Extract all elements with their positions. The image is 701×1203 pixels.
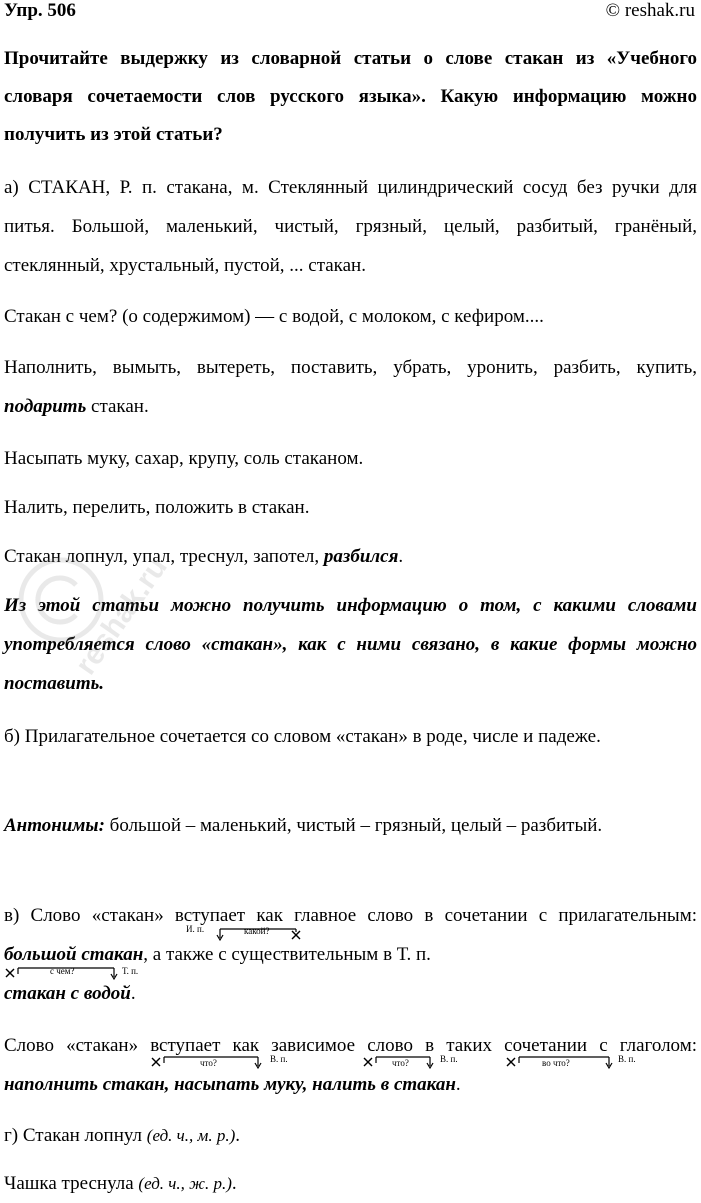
header <box>4 0 695 28</box>
phrase-big-glass: большой стакан <box>4 944 144 965</box>
annotation-question-2: с чем? <box>50 966 75 976</box>
part-g-line1-text: г) Стакан лопнул <box>4 1125 147 1146</box>
part-g-line1-grammar: (ед. ч., м. р.) <box>146 1126 236 1145</box>
annotation-case-1: И. п. <box>186 924 205 934</box>
exercise-number: Упр. 506 <box>4 0 76 21</box>
annotation-question-3: что? <box>200 1058 217 1068</box>
entry-verbs-highlight: подарить <box>4 396 87 417</box>
part-v2-text-a: Слово «стакан» вступает как зависимое слово в таких сочетании с глаголом: <box>4 1035 697 1056</box>
part-v-text-b: , а также с существительным в Т. п. <box>143 944 431 965</box>
part-b: б) Прилагательное сочетается со словом «стакан» в роде, числе и падеже. <box>4 726 601 747</box>
annotation-case-4: В. п. <box>440 1054 458 1064</box>
part-v <box>4 896 697 1013</box>
entry-verbs-text: Наполнить, вымыть, вытереть, поставить, убрать, уронить, разбить, купить, <box>4 357 697 378</box>
entry-state-end: . <box>398 546 404 567</box>
entry-verbs-end: стакан. <box>86 396 149 417</box>
part-g-line1-end: . <box>235 1125 241 1146</box>
antonyms <box>4 806 697 845</box>
part-g-line1 <box>4 1116 697 1155</box>
antonyms-label: Антонимы: <box>4 815 105 836</box>
entry-pour: Налить, перелить, положить в стакан. <box>4 497 310 518</box>
entry-state-highlight: разбился <box>323 546 399 567</box>
entry-state <box>4 537 697 576</box>
part-v2-text-b: . <box>455 1074 461 1095</box>
annotation-question-4: что? <box>392 1058 409 1068</box>
entry-measure: Насыпать муку, сахар, крупу, соль стаканом. <box>4 448 364 469</box>
entry-content: Стакан с чем? (о содержимом) — с водой, с молоком, с кефиром.... <box>4 306 544 327</box>
antonyms-text: большой – маленький, чистый – грязный, целый – разбитый. <box>104 815 603 836</box>
annotation-question-5: во что? <box>542 1058 570 1068</box>
entry-state-text: Стакан лопнул, упал, треснул, запотел, <box>4 546 324 567</box>
annotation-case-3: В. п. <box>270 1054 288 1064</box>
phrase-glass-water: стакан с водой <box>4 983 131 1004</box>
part-g-line2-text: Чашка треснула <box>4 1173 139 1194</box>
part-g-line2 <box>4 1164 697 1203</box>
site-credit: © reshak.ru <box>605 0 695 21</box>
question: Прочитайте выдержку из словарной статьи о слове стакан из «Учебного словаря сочетаемости слов русского языка». Какую информацию можно получить из этой статьи? <box>4 48 697 145</box>
part-v-text-c: . <box>130 983 136 1004</box>
conclusion: Из этой статьи можно получить информацию о том, с какими словами употребляется слово «стакан», как с ними связано, в какие формы можно поставить. <box>4 595 697 694</box>
entry-verbs <box>4 348 697 426</box>
part-v-text-a: в) Слово «стакан» вступает как главное слово в сочетании с прилагательным: <box>4 905 697 926</box>
entry-definition: а) СТАКАН, Р. п. стакана, м. Стеклянный цилиндрический сосуд без ручки для питья. Большой, маленький, чистый, грязный, целый, разбитый, гранёный, стеклянный, хрустальный, пустой, ... стакан. <box>4 177 697 276</box>
svg-text:reshak.ru: reshak.ru <box>69 551 174 681</box>
annotation-question-1: какой? <box>244 926 270 936</box>
part-g-line2-end: . <box>231 1173 237 1194</box>
annotation-case-2: Т. п. <box>122 966 139 976</box>
part-g-line2-grammar: (ед. ч., ж. р.) <box>138 1174 232 1193</box>
phrase-verbs: наполнить стакан, насыпать муку, налить в стакан <box>4 1074 456 1095</box>
annotation-case-5: В. п. <box>618 1054 636 1064</box>
